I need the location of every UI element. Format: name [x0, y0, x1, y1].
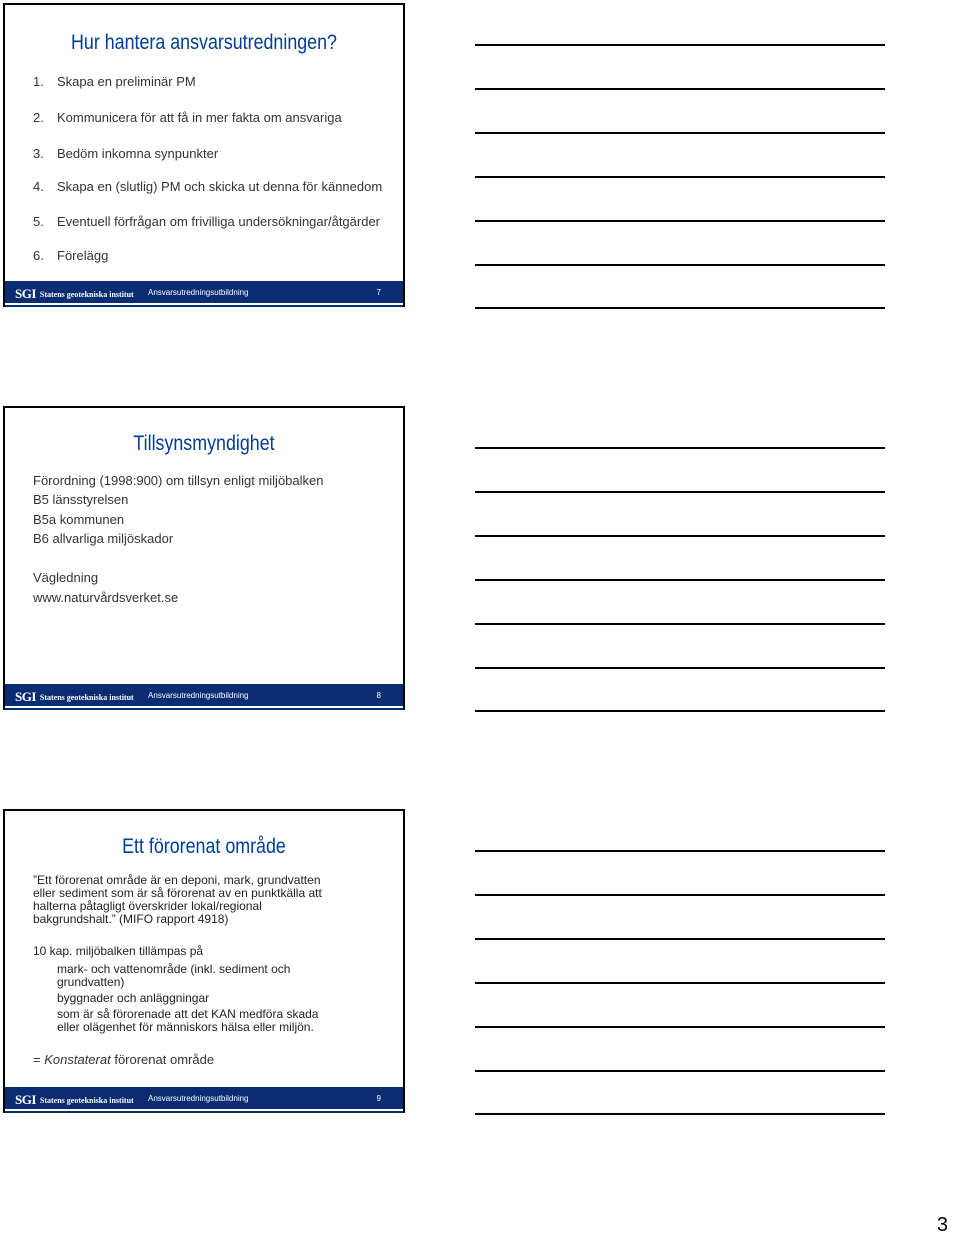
note-rule: [475, 894, 885, 896]
note-rule: [475, 220, 885, 222]
slide-number: 7: [376, 288, 381, 297]
notes-lines-3: [475, 806, 885, 1126]
note-rule: [475, 850, 885, 852]
list-item: 3. Bedöm inkomna synpunkter: [33, 146, 219, 161]
note-rule: [475, 1070, 885, 1072]
body-line: B6 allvarliga miljöskador: [33, 531, 174, 546]
note-rule: [475, 938, 885, 940]
list-item: 6. Förelägg: [33, 248, 109, 263]
body-line: Förordning (1998:900) om tillsyn enligt miljöbalken: [33, 473, 324, 488]
slide-footer: [5, 1087, 403, 1109]
body-link: www.naturvårdsverket.se: [33, 590, 179, 605]
law-item: grundvatten): [57, 975, 125, 989]
law-item: byggnader och anläggningar: [57, 991, 210, 1005]
quote-line: halterna påtagligt överskrider lokal/regional: [33, 899, 262, 913]
sgi-logo: SGI Statens geotekniska institut: [15, 286, 134, 301]
note-rule: [475, 1113, 885, 1115]
note-rule: [475, 132, 885, 134]
law-heading: 10 kap. miljöbalken tillämpas på: [33, 944, 204, 958]
notes-lines-2: [475, 403, 885, 723]
notes-lines-1: [475, 0, 885, 320]
note-rule: [475, 667, 885, 669]
note-rule: [475, 623, 885, 625]
note-rule: [475, 447, 885, 449]
note-rule: [475, 44, 885, 46]
course-label: Ansvarsutredningsutbildning: [148, 691, 249, 700]
footer-underline: [5, 1111, 403, 1113]
body-line: B5a kommunen: [33, 512, 125, 527]
law-item: eller olägenhet för människors hälsa eller miljön.: [57, 1020, 314, 1034]
list-item: 2. Kommunicera för att få in mer fakta om ansvariga: [33, 110, 342, 125]
note-rule: [475, 491, 885, 493]
list-item: 1. Skapa en preliminär PM: [33, 74, 196, 89]
course-label: Ansvarsutredningsutbildning: [148, 1094, 249, 1103]
list-item: 5. Eventuell förfrågan om frivilliga undersökningar/åtgärder: [33, 214, 381, 229]
body-line: B5 länsstyrelsen: [33, 492, 129, 507]
slide-3: [3, 809, 405, 1113]
sgi-logo: SGI Statens geotekniska institut: [15, 1092, 134, 1107]
note-rule: [475, 264, 885, 266]
quote-line: eller sediment som är så förorenat av en punktkälla att: [33, 886, 322, 900]
slide-title: Ett förorenat område: [122, 835, 286, 858]
slide-1: [3, 3, 405, 307]
quote-line: bakgrundshalt.” (MIFO rapport 4918): [33, 912, 229, 926]
slide-title: Tillsynsmyndighet: [133, 432, 275, 455]
slide-title: Hur hantera ansvarsutredningen?: [71, 31, 337, 54]
course-label: Ansvarsutredningsutbildning: [148, 288, 249, 297]
page-number: 3: [936, 1214, 948, 1236]
conclusion: = Konstaterat förorenat område: [33, 1052, 215, 1067]
quote-line: ”Ett förorenat område är en deponi, mark, grundvatten: [33, 873, 321, 887]
note-rule: [475, 307, 885, 309]
slide-footer: [5, 281, 403, 303]
body-line: Vägledning: [33, 570, 99, 585]
note-rule: [475, 982, 885, 984]
note-rule: [475, 1026, 885, 1028]
slide-number: 8: [376, 691, 381, 700]
note-rule: [475, 579, 885, 581]
list-item: 4. Skapa en (slutlig) PM och skicka ut denna för kännedom: [33, 179, 383, 194]
slide-number: 9: [376, 1094, 381, 1103]
note-rule: [475, 710, 885, 712]
law-item: mark- och vattenområde (inkl. sediment och: [57, 962, 291, 976]
note-rule: [475, 88, 885, 90]
footer-underline: [5, 708, 403, 710]
slide-2: [3, 406, 405, 710]
note-rule: [475, 535, 885, 537]
law-item: som är så förorenade att det KAN medföra skada: [57, 1007, 319, 1021]
slide-footer: [5, 684, 403, 706]
footer-underline: [5, 305, 403, 307]
sgi-logo: SGI Statens geotekniska institut: [15, 689, 134, 704]
note-rule: [475, 176, 885, 178]
